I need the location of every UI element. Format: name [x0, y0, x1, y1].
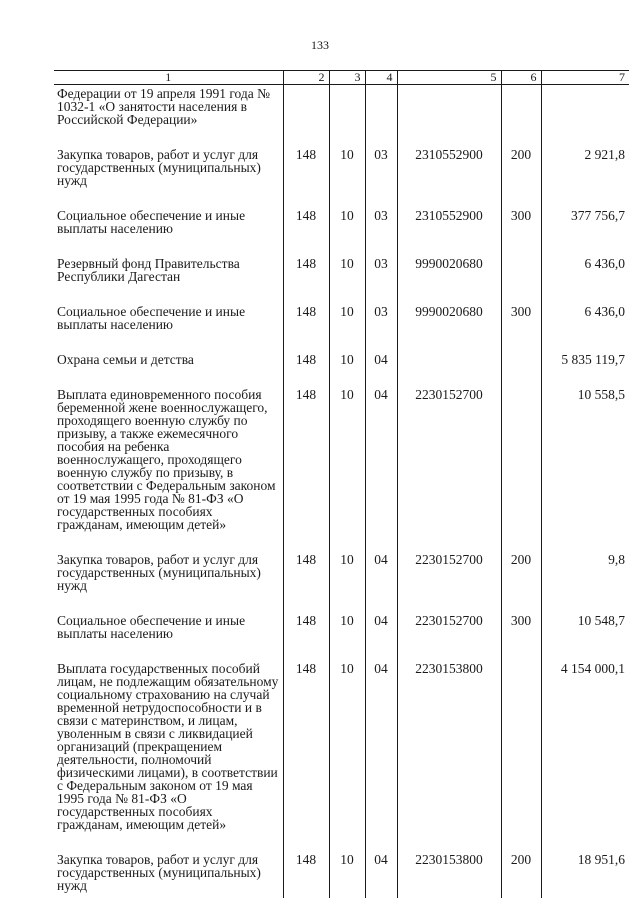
- row-subsection-code: 04: [365, 592, 397, 640]
- row-amount: 9,8: [541, 531, 629, 592]
- row-target-article: 2310552900: [397, 187, 501, 235]
- row-target-article: 2230152700: [397, 592, 501, 640]
- row-ministry-code: 148: [283, 235, 329, 283]
- row-ministry-code: 148: [283, 331, 329, 366]
- row-description: Выплата государственных пособий лицам, не подлежащим обязательному социальному страхованию на случай временной нетрудоспособности и в связи с материнством, и лицам, уволенным в связи с ликвидацией организаций (прекращением деятельности, полномочий физическими лицами), в соответствии с Федеральным законом от 19 мая 1995 года № 81-ФЗ «О государственных пособиях гражданам, имеющим детей»: [57, 661, 279, 832]
- row-ministry-code: 148: [283, 187, 329, 235]
- row-description: Социальное обеспечение и иные выплаты населению: [57, 613, 246, 641]
- table-row: [54, 531, 629, 592]
- row-description: Закупка товаров, работ и услуг для государственных (муниципальных) нужд: [57, 852, 261, 893]
- row-expense-type: 200: [501, 831, 541, 898]
- budget-table: [54, 70, 629, 898]
- row-section-code: [329, 85, 365, 127]
- row-expense-type: 300: [501, 592, 541, 640]
- table-row: [54, 126, 629, 187]
- row-subsection-code: 03: [365, 235, 397, 283]
- row-section-code: 10: [329, 126, 365, 187]
- row-description: Резервный фонд Правительства Республики Дагестан: [57, 256, 240, 284]
- row-description: Охрана семьи и детства: [57, 352, 194, 367]
- row-subsection-code: 04: [365, 531, 397, 592]
- column-header: 6: [501, 71, 541, 85]
- row-target-article: [397, 85, 501, 127]
- row-expense-type: [501, 640, 541, 831]
- row-amount: 10 558,5: [541, 366, 629, 531]
- row-ministry-code: 148: [283, 831, 329, 898]
- row-expense-type: 200: [501, 126, 541, 187]
- row-description: Выплата единовременного пособия беременной жене военнослужащего, проходящего военную службу по призыву, а также ежемесячного пособия на ребенка военнослужащего, проходящего военную службу по призыву, в соответствии с Федеральным законом от 19 мая 1995 года № 81-ФЗ «О государственных пособиях гражданам, имеющим детей»: [57, 387, 276, 532]
- row-amount: 377 756,7: [541, 187, 629, 235]
- row-section-code: 10: [329, 187, 365, 235]
- row-section-code: 10: [329, 331, 365, 366]
- row-ministry-code: 148: [283, 283, 329, 331]
- row-section-code: 10: [329, 531, 365, 592]
- row-section-code: 10: [329, 831, 365, 898]
- row-amount: [541, 85, 629, 127]
- row-ministry-code: 148: [283, 531, 329, 592]
- row-ministry-code: 148: [283, 640, 329, 831]
- row-subsection-code: 04: [365, 366, 397, 531]
- row-section-code: 10: [329, 235, 365, 283]
- table-row: [54, 331, 629, 366]
- row-subsection-code: 03: [365, 187, 397, 235]
- table-body: [54, 85, 629, 899]
- row-amount: 6 436,0: [541, 283, 629, 331]
- row-section-code: 10: [329, 366, 365, 531]
- row-description: Социальное обеспечение и иные выплаты населению: [57, 208, 246, 236]
- column-header: 1: [54, 71, 283, 85]
- row-subsection-code: 03: [365, 283, 397, 331]
- table-row: [54, 640, 629, 831]
- row-expense-type: [501, 235, 541, 283]
- row-section-code: 10: [329, 640, 365, 831]
- row-expense-type: 300: [501, 283, 541, 331]
- row-target-article: 2230153800: [397, 640, 501, 831]
- row-description: Социальное обеспечение и иные выплаты населению: [57, 304, 246, 332]
- table-row: [54, 283, 629, 331]
- row-target-article: 9990020680: [397, 283, 501, 331]
- table-row: [54, 366, 629, 531]
- table-row: [54, 831, 629, 898]
- row-subsection-code: 04: [365, 640, 397, 831]
- row-amount: 5 835 119,7: [541, 331, 629, 366]
- row-expense-type: [501, 85, 541, 127]
- row-target-article: 2230152700: [397, 366, 501, 531]
- row-target-article: [397, 331, 501, 366]
- column-header: 5: [397, 71, 501, 85]
- row-subsection-code: 03: [365, 126, 397, 187]
- column-header: 2: [283, 71, 329, 85]
- row-ministry-code: 148: [283, 592, 329, 640]
- row-expense-type: 200: [501, 531, 541, 592]
- page-number: 133: [311, 38, 329, 52]
- row-ministry-code: 148: [283, 366, 329, 531]
- row-amount: 4 154 000,1: [541, 640, 629, 831]
- row-expense-type: [501, 331, 541, 366]
- row-subsection-code: 04: [365, 331, 397, 366]
- row-amount: 2 921,8: [541, 126, 629, 187]
- row-description: Закупка товаров, работ и услуг для государственных (муниципальных) нужд: [57, 147, 261, 188]
- row-ministry-code: [283, 85, 329, 127]
- table-row: [54, 592, 629, 640]
- row-amount: 10 548,7: [541, 592, 629, 640]
- table-row: [54, 85, 629, 127]
- row-description: Федерации от 19 апреля 1991 года № 1032-1 «О занятости населения в Российской Федерации»: [57, 86, 271, 127]
- row-subsection-code: [365, 85, 397, 127]
- row-subsection-code: 04: [365, 831, 397, 898]
- row-section-code: 10: [329, 592, 365, 640]
- column-header: 4: [365, 71, 397, 85]
- row-expense-type: [501, 366, 541, 531]
- row-section-code: 10: [329, 283, 365, 331]
- table-header-row: [54, 71, 629, 85]
- row-amount: 6 436,0: [541, 235, 629, 283]
- row-ministry-code: 148: [283, 126, 329, 187]
- row-description: Закупка товаров, работ и услуг для государственных (муниципальных) нужд: [57, 552, 261, 593]
- column-header: 3: [329, 71, 365, 85]
- table-row: [54, 187, 629, 235]
- table-row: [54, 235, 629, 283]
- row-amount: 18 951,6: [541, 831, 629, 898]
- row-target-article: 2230153800: [397, 831, 501, 898]
- row-expense-type: 300: [501, 187, 541, 235]
- row-target-article: 9990020680: [397, 235, 501, 283]
- column-header: 7: [541, 71, 629, 85]
- row-target-article: 2230152700: [397, 531, 501, 592]
- row-target-article: 2310552900: [397, 126, 501, 187]
